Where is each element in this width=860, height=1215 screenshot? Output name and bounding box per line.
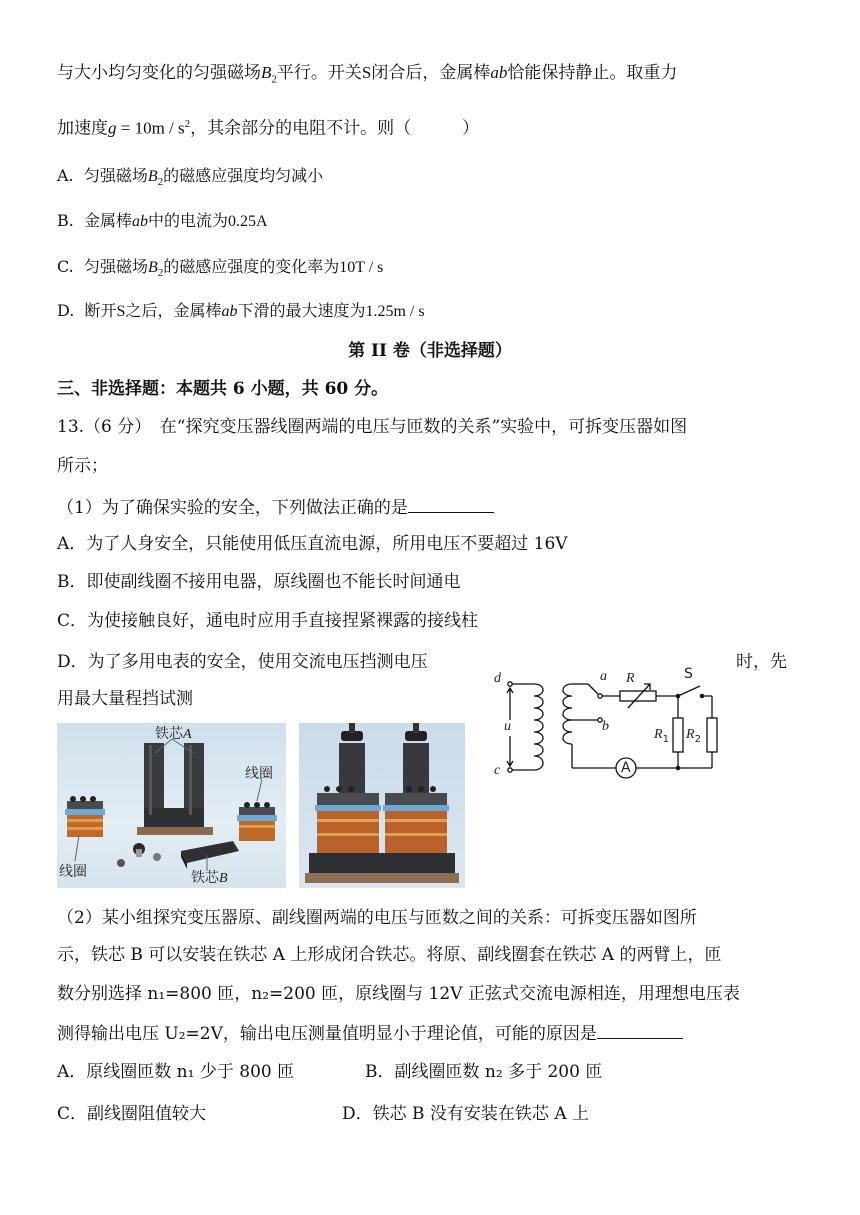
q13-sub2-line4: 测得输出电压 U₂=2V，输出电压测量值明显小于理论值，可能的原因是 bbox=[57, 1020, 683, 1046]
q13-sub1-option-d-tail: 时，先 bbox=[736, 652, 787, 672]
circuit-label-ammeter: A bbox=[621, 760, 631, 776]
q13-sub2-option-a: A．原线圈匝数 n₁ 少于 800 匝 bbox=[57, 1062, 295, 1082]
assembled-transformer-drawing bbox=[299, 723, 465, 888]
q13-sub1-stem: （1）为了确保实验的安全，下列做法正确的是 bbox=[57, 494, 494, 520]
circuit-label-r2: $R_2$ bbox=[686, 727, 701, 745]
q13-sub2-option-b: B．副线圈匝数 n₂ 多于 200 匝 bbox=[365, 1062, 603, 1082]
photo-disassembled-transformer bbox=[57, 723, 286, 888]
q13-sub1-option-d-line2: 用最大量程挡试测 bbox=[57, 689, 193, 709]
circuit-label-u: u bbox=[504, 719, 511, 734]
label-core-a: 铁芯A bbox=[155, 726, 192, 742]
answer-blank-2 bbox=[597, 1020, 683, 1039]
disassembled-transformer-drawing bbox=[57, 723, 286, 888]
q13-sub2-option-d: D．铁芯 B 没有安装在铁芯 A 上 bbox=[342, 1104, 590, 1124]
label-core-b: 铁芯B bbox=[191, 870, 228, 886]
part2-title: 第 II 卷（非选择题） bbox=[348, 341, 512, 361]
circuit-label-s: S bbox=[684, 666, 693, 682]
q13-sub2-line1: （2）某小组探究变压器原、副线圈两端的电压与匝数之间的关系：可拆变压器如图所 bbox=[57, 908, 697, 928]
label-coil-left: 线圈 bbox=[59, 864, 87, 880]
q13-sub1-option-c: C．为使接触良好，通电时应用手直接捏紧裸露的接线柱 bbox=[57, 611, 479, 631]
q13-sub1-option-a: A．为了人身安全，只能使用低压直流电源，所用电压不要超过 16V bbox=[57, 534, 568, 554]
q13-sub2-line3: 数分别选择 n₁=800 匝，n₂=200 匝，原线圈与 12V 正弦式交流电源相连，用理想电压表 bbox=[57, 984, 740, 1004]
q12-text-line2: 加速度$g = 10m / s^2$，其余部分的电阻不计。则（ ） bbox=[57, 118, 480, 139]
section3-title: 三、非选择题：本题共 6 小题，共 60 分。 bbox=[57, 379, 389, 399]
circuit-label-c: c bbox=[494, 763, 501, 778]
q12-option-d: D. 断开S之后，金属棒ab下滑的最大速度为1.25m / s bbox=[57, 301, 425, 320]
q12-text-line1: 与大小均匀变化的匀强磁场$B_2$平行。开关S闭合后，金属棒ab恰能保持静止。取重力 bbox=[57, 63, 678, 86]
q12-option-b: B. 金属棒ab中的电流为0.25A bbox=[57, 211, 268, 230]
circuit-label-d: d bbox=[494, 671, 501, 686]
q13-intro-line1: 13.（6 分） 在“探究变压器线圈两端的电压与匝数的关系”实验中，可拆变压器如图 bbox=[57, 417, 688, 437]
answer-blank bbox=[408, 494, 494, 513]
circuit-diagram bbox=[490, 668, 730, 783]
q13-intro-line2: 所示； bbox=[57, 456, 108, 476]
q12-option-a: A. 匀强磁场$B_2$的磁感应强度均匀减小 bbox=[57, 166, 324, 189]
label-coil-right: 线圈 bbox=[245, 766, 273, 782]
circuit-label-r: R bbox=[626, 671, 635, 686]
q13-sub1-option-b: B．即使副线圈不接用电器，原线圈也不能长时间通电 bbox=[57, 572, 461, 592]
q13-sub1-option-d: D．为了多用电表的安全，使用交流电压挡测电压 bbox=[57, 652, 428, 672]
q12-option-c: C. 匀强磁场$B_2$的磁感应强度的变化率为10T / s bbox=[57, 257, 384, 280]
photo-assembled-transformer bbox=[299, 723, 465, 888]
q13-sub2-line2: 示，铁芯 B 可以安装在铁芯 A 上形成闭合铁芯。将原、副线圈套在铁芯 A 的两臂上，匝 bbox=[57, 945, 722, 965]
circuit-label-r1: $R_1$ bbox=[654, 727, 669, 745]
q13-sub2-option-c: C．副线圈阻值较大 bbox=[57, 1104, 207, 1124]
circuit-label-b: b bbox=[602, 719, 609, 734]
circuit-label-a: a bbox=[600, 669, 607, 684]
